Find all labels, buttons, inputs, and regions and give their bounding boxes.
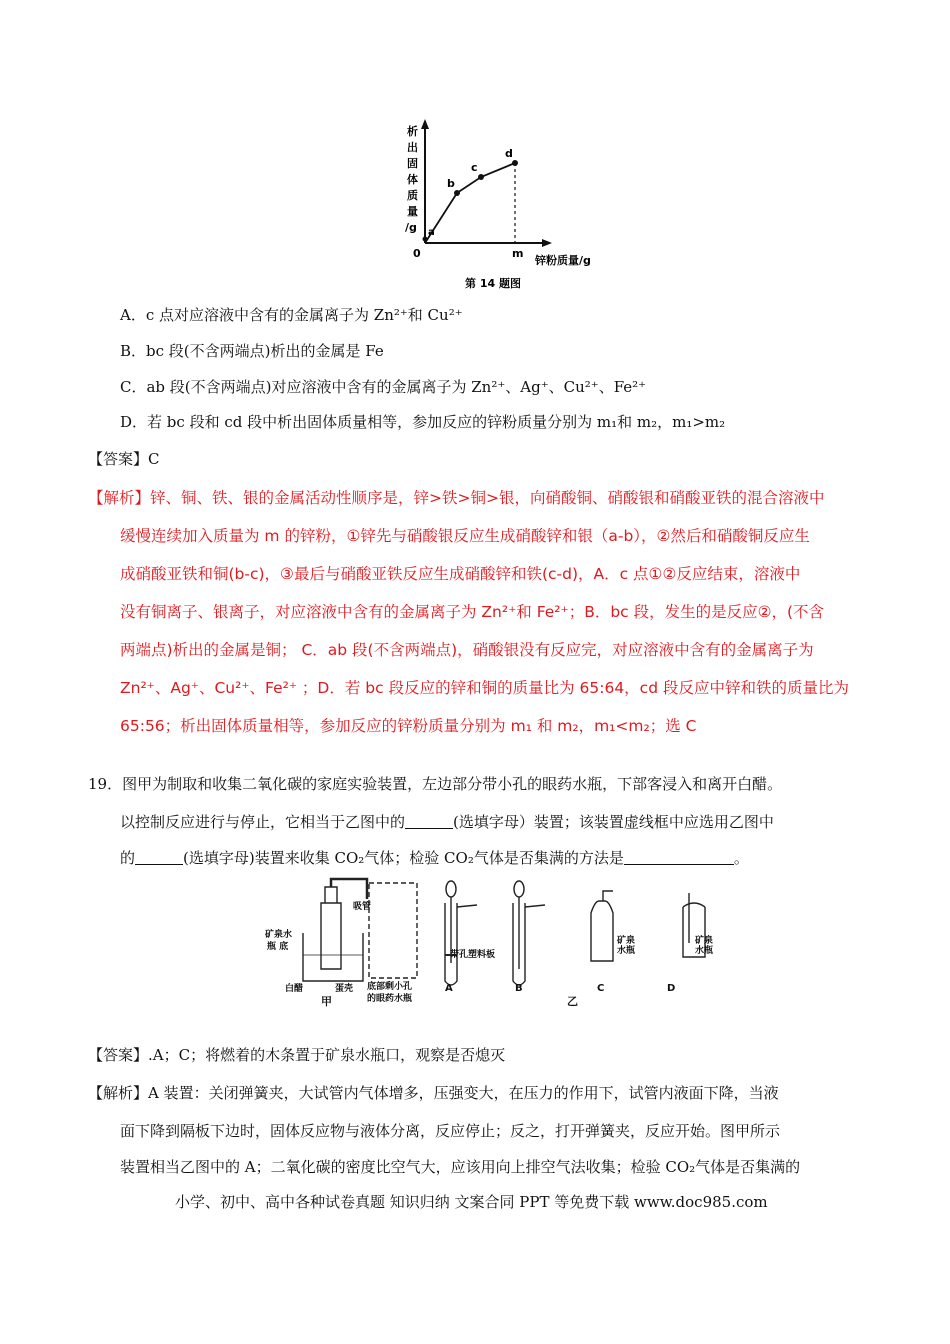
q18-analysis-line-6: Zn²⁺、Ag⁺、Cu²⁺、Fe²⁺ ；D．若 bc 段反应的锌和铜的质量比为 65:64，cd 段反应中锌和铁的质量比为: [120, 679, 849, 697]
yi-label-d: D: [667, 983, 676, 994]
tube-c: [603, 891, 613, 901]
point-a-label: a: [428, 227, 435, 238]
graph-caption: 第 14 题图: [465, 277, 521, 290]
point-c: [478, 174, 484, 180]
x-axis-label: 锌粉质量/g: [535, 254, 591, 267]
blank-3: [624, 848, 734, 865]
q18-analysis-line-5: 两端点)析出的金属是铜； C．ab 段(不含两端点)，硝酸银没有反应完，对应溶液中含有的金属离子为: [120, 641, 814, 659]
jia-label: 甲: [321, 995, 332, 1008]
page-footer: 小学、初中、高中各种试卷真题 知识归纳 文案合同 PPT 等免费下载 www.doc985.com: [175, 1193, 768, 1211]
yi-label-a: A: [445, 983, 453, 994]
y-label-4: 质: [407, 189, 418, 202]
option-b: B．bc 段(不含两端点)析出的金属是 Fe: [120, 342, 384, 360]
y-label-0: 析: [407, 125, 418, 138]
jia-label-kuangquanshui: 矿泉水: [265, 930, 293, 940]
jia-label-xiguan: 吸管: [353, 902, 372, 912]
option-a: A．c 点对应溶液中含有的金属离子为 Zn²⁺和 Cu²⁺: [120, 306, 463, 324]
m-label: m: [512, 247, 524, 260]
blank-1: [405, 812, 453, 829]
point-d: [512, 160, 518, 166]
option-c: C．ab 段(不含两端点)对应溶液中含有的金属离子为 Zn²⁺、Ag⁺、Cu²⁺、Fe²⁺: [120, 378, 647, 396]
q19-line-3b: (选填字母)装置来收集 CO₂气体；检验 CO₂气体是否集满的方法是: [183, 849, 624, 867]
mass-graph-svg: [395, 115, 605, 295]
point-b: [454, 190, 460, 196]
jia-label-danke: 蛋壳: [335, 984, 354, 994]
q18-analysis-line-7: 65:56；析出固体质量相等，参加反应的锌粉质量分别为 m₁ 和 m₂，m₁<m₂；选 C: [120, 717, 697, 735]
side-tube-a: [457, 905, 477, 907]
q19-analysis-line-3: 装置相当乙图中的 A；二氧化碳的密度比空气大，应该用向上排空气法收集；检验 CO₂气体是否集满的: [120, 1158, 801, 1176]
y-label-1: 出: [407, 141, 418, 154]
curve-line: [425, 163, 515, 243]
bottle-bottom-shape: [303, 933, 363, 981]
y-label-5: 量: [407, 205, 418, 218]
funnel-a: [446, 881, 456, 897]
option-d: D．若 bc 段和 cd 段中析出固体质量相等，参加反应的锌粉质量分别为 m₁和 m₂，m₁>m₂: [120, 413, 726, 431]
apparatus-svg: [255, 873, 725, 1008]
yi-label-c-shuiping: 水瓶: [617, 946, 636, 956]
q18-analysis-line-1: 【解析】锌、铜、铁、银的金属活动性顺序是，锌>铁>铜>银，向硝酸铜、硝酸银和硝酸亚铁的混合溶液中: [88, 489, 825, 507]
point-b-label: b: [447, 177, 455, 190]
yi-label-b: B: [515, 983, 523, 994]
yi-label-plate: 带孔塑料板: [450, 950, 496, 960]
q19-line-3a: 的: [120, 849, 136, 867]
q19-answer: 【答案】.A；C；将燃着的木条置于矿泉水瓶口，观察是否熄灭: [88, 1046, 506, 1064]
yi-label-d-shuiping: 水瓶: [695, 946, 714, 956]
point-a: [423, 237, 428, 242]
jia-label-baicu: 白醋: [285, 984, 304, 994]
dashed-box: [369, 883, 417, 978]
jia-label-bottom-hole: 底部剩小孔: [367, 982, 413, 992]
y-label-3: 体: [407, 173, 418, 186]
q19-analysis-line-1: 【解析】A 装置：关闭弹簧夹，大试管内气体增多，压强变大，在压力的作用下，试管内液面下降，当液: [88, 1084, 779, 1102]
y-label-6: /g: [405, 221, 417, 234]
q18-analysis-line-3: 成硝酸亚铁和铜(b-c)，③最后与硝酸亚铁反应生成硝酸锌和铁(c-d)，A．c 点①②反应结束，溶液中: [120, 565, 801, 583]
q18-answer: 【答案】C: [88, 450, 160, 468]
q18-analysis-line-2: 缓慢连续加入质量为 m 的锌粉，①锌先与硝酸银反应生成硝酸锌和银（a-b），②然后和硝酸铜反应生: [120, 527, 810, 545]
yi-label-c: C: [597, 983, 605, 994]
eyedrop-bottle: [321, 903, 341, 969]
y-label-2: 固: [407, 157, 418, 170]
point-c-label: c: [471, 161, 478, 174]
x-axis-arrow: [542, 239, 552, 247]
jia-label-eyedrop: 的眼药水瓶: [367, 994, 413, 1004]
q19-line-3c: 。: [733, 849, 749, 867]
origin-label: 0: [413, 247, 421, 260]
apparatus-figure: [255, 873, 725, 1008]
q18-analysis-line-4: 没有铜离子、银离子，对应溶液中含有的金属离子为 Zn²⁺和 Fe²⁺；B．bc 段，发生的是反应②，(不含: [120, 603, 825, 621]
side-tube-b: [525, 905, 545, 907]
point-d-label: d: [505, 147, 513, 160]
q19-line-3: [120, 848, 749, 868]
q19-line-2a: 以控制反应进行与停止，它相当于乙图中的: [120, 813, 406, 831]
q19-line-2: [120, 812, 774, 832]
question-14-graph: [395, 115, 605, 295]
yi-label-d-kuangquan: 矿泉: [695, 936, 714, 946]
bottle-d-top: [683, 903, 705, 907]
funnel-b: [514, 881, 524, 897]
y-axis-arrow: [421, 119, 429, 129]
q19-line-2b: (选填字母）装置；该装置虚线框中应选用乙图中: [453, 813, 774, 831]
yi-label-c-kuangquan: 矿泉: [617, 936, 636, 946]
q19-line-1: 19．图甲为制取和收集二氧化碳的家庭实验装置，左边部分带小孔的眼药水瓶，下部客浸入和离开白醋。: [88, 775, 783, 793]
eyedrop-neck: [325, 887, 337, 903]
yi-label: 乙: [567, 995, 578, 1008]
q19-analysis-line-2: 面下降到隔板下边时，固体反应物与液体分离，反应停止；反之，打开弹簧夹，反应开始。图甲所示: [120, 1122, 781, 1140]
bottle-c: [591, 901, 613, 961]
jia-label-pingdi: 瓶 底: [267, 942, 289, 952]
blank-2: [135, 848, 183, 865]
